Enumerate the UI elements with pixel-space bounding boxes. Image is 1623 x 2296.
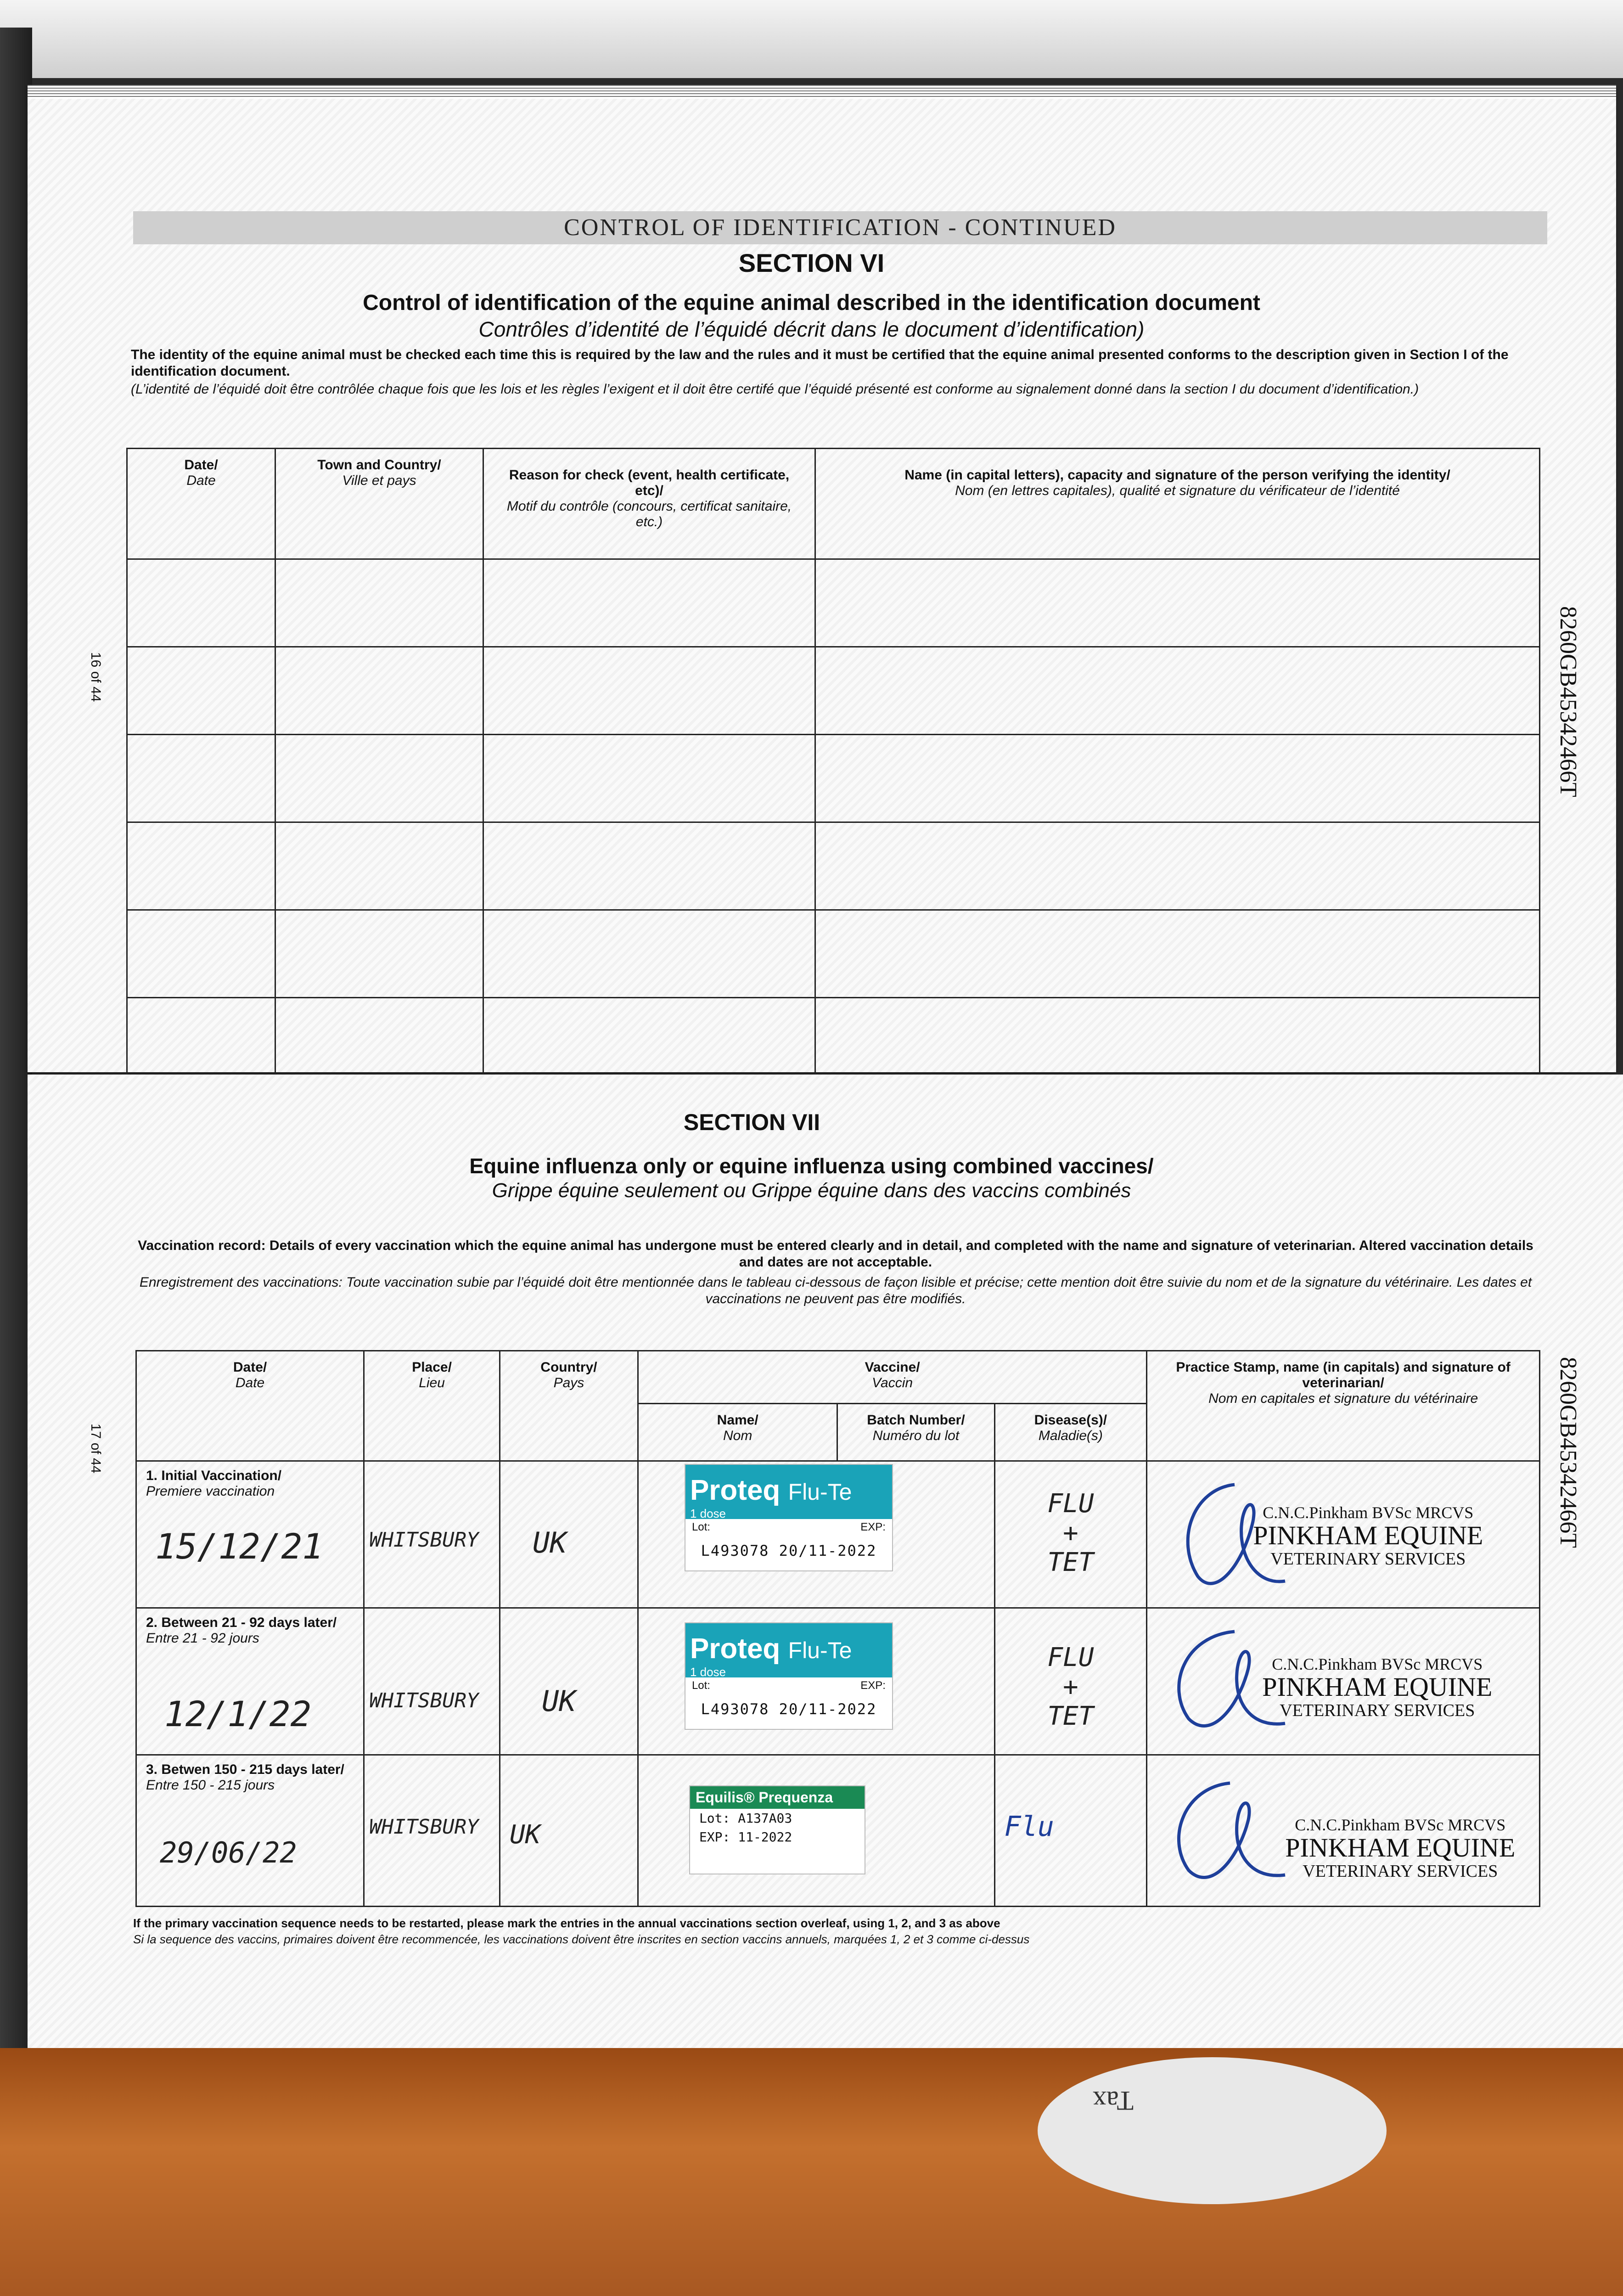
lot-value: A137A03 [738,1811,792,1826]
vaccination-country: UK [541,1684,576,1718]
stamp-cell [1147,1608,1540,1755]
vet-signature [1157,1769,1303,1898]
place-cell [364,1755,500,1907]
exp-label: EXP: [860,1679,886,1692]
disease-cell [994,1461,1147,1608]
place-cell [364,1461,500,1608]
vaccine-brand: Proteq [690,1633,781,1665]
vaccination-date: 29/06/22 [160,1836,297,1869]
table-row [127,735,1540,822]
table-row [127,647,1540,735]
disease-line: TET [1047,1701,1094,1731]
disease-line: + [1063,1518,1078,1548]
vaccine-sticker-cell [638,1461,994,1608]
stamp-cell [1147,1461,1540,1608]
col-practice-stamp: Practice Stamp, name (in capitals) and signature of veterinarian/ Nom en capitales et signature du vétérinaire [1147,1351,1540,1461]
country-cell [500,1461,638,1608]
section-vii-footer-en: If the primary vaccination sequence needs to be restarted, please mark the entries in the annual vaccinations section overleaf, using 1, 2, and 3 as above [133,1916,1000,1930]
table-row [136,1461,1540,1608]
section-vi-title-fr: Contrôles d’identité de l’équidé décrit dans le document d’identification) [478,317,1145,341]
passport-number-top: 8260GB45342466T [1555,606,1581,797]
page-number-17: 17 of 44 [88,1424,103,1474]
section-vii-intro-en: Vaccination record: Details of every vaccination which the equine animal has undergone must be entered clearly and in detail, and completed with the name and signature of veterinarian. Altered vaccination details and dates are not acceptable. [138,1238,1533,1270]
banner-control-continued: CONTROL OF IDENTIFICATION - CONTINUED [133,211,1547,244]
section-vi-title-en: Control of identification of the equine animal described in the identification document [363,291,1260,315]
tax-disc [1038,2057,1387,2204]
vaccine-sticker [689,1785,865,1874]
section-vii-title-en: Equine influenza only or equine influenza using combined vaccines/ [469,1154,1154,1178]
row-label-date-cell: 1. Initial Vaccination/ Premiere vaccination 15/12/21 [136,1461,364,1608]
table-row [127,997,1540,1085]
disease-line: Flu [1004,1811,1054,1843]
stamp-cell [1147,1755,1540,1907]
col-date: Date/ Date [127,449,275,559]
table-row [127,910,1540,998]
disease-line: FLU [1047,1489,1094,1519]
page-edge-lines [28,85,1616,99]
col-batch-number: Batch Number/ Numéro du lot [837,1404,994,1461]
identity-check-table [126,448,1540,1086]
vaccine-brand: Proteq [690,1474,781,1506]
lot-label: Lot: [691,1679,710,1692]
page-number-16: 16 of 44 [88,652,103,702]
scan-background-top [0,0,1623,78]
section-vi-intro-en: The identity of the equine animal must be checked each time this is required by the law and the rules and it must be certified that the equine animal presented conforms to the description given in Section I of the identification document. [131,347,1509,379]
vaccine-sticker [685,1464,893,1571]
col-date: Date/ Date [136,1351,364,1461]
passport-number-bottom: 8260GB45342466T [1555,1357,1581,1548]
section-vi-intro-fr: (L’identité de l’équidé doit être contrôlée chaque fois que les lois et les règles l’exigent et il doit être certifé que l’équidé présenté est conforme au signalement donné dans la section I du document d’identification.) [131,382,1419,397]
practice-stamp: C.N.C.Pinkham BVSc MRCVS PINKHAM EQUINE VETERINARY SERVICES [1285,1816,1516,1881]
lot-value: L493078 20/11-2022 [701,1700,877,1718]
section-vii-heading: SECTION VII [683,1109,820,1135]
col-verifier: Name (in capital letters), capacity and signature of the person verifying the identity/ Nom (en lettres capitales), qualité et signature du vérificateur de l’identité [815,449,1540,559]
exp-label: EXP: [860,1521,886,1533]
disease-line: TET [1047,1548,1094,1577]
table-row [127,822,1540,910]
col-diseases: Disease(s)/ Maladie(s) [994,1404,1147,1461]
exp-value: 11-2022 [738,1829,792,1845]
vaccination-date: 15/12/21 [155,1526,324,1567]
practice-stamp: C.N.C.Pinkham BVSc MRCVS PINKHAM EQUINE VETERINARY SERVICES [1253,1503,1483,1569]
disease-cell [994,1755,1147,1907]
vaccination-country: UK [509,1820,541,1850]
country-cell [500,1608,638,1755]
col-place: Place/ Lieu [364,1351,500,1461]
table-row [136,1755,1540,1907]
vaccine-sticker [685,1622,893,1730]
vaccine-dose: 1 dose [690,1665,726,1679]
row-label-date-cell: 3. Betwen 150 - 215 days later/ Entre 150 - 215 jours 29/06/22 [136,1755,364,1907]
disease-line: FLU [1047,1643,1094,1672]
disease-line: + [1063,1672,1078,1702]
vaccination-country: UK [532,1526,567,1559]
vaccination-date: 12/1/22 [164,1694,312,1734]
col-reason: Reason for check (event, health certificate, etc)/ Motif du contrôle (concours, certificat sanitaire, etc.) [483,449,815,559]
vaccination-place: WHITSBURY [369,1689,479,1712]
practice-stamp: C.N.C.Pinkham BVSc MRCVS PINKHAM EQUINE VETERINARY SERVICES [1262,1655,1493,1720]
col-country: Country/ Pays [500,1351,638,1461]
vaccine-brand: Equilis® Prequenza [690,1786,865,1809]
lot-label: Lot: [691,1521,710,1533]
country-cell [500,1755,638,1907]
col-town-country: Town and Country/ Ville et pays [275,449,483,559]
tax-disc-text: Tax [1093,2086,1134,2116]
exp-label: EXP: [699,1829,730,1845]
table-row [136,1608,1540,1755]
vaccination-place: WHITSBURY [369,1528,479,1552]
section-vii-intro-fr: Enregistrement des vaccinations: Toute vaccination subie par l’équidé doit être mentionnée dans le tableau ci-dessous de façon lisible et précise; cette mention doit être suivie du nom et de la signature du vétérinaire. Les dates et vaccinations ne peuvent pas être modifiés. [139,1275,1532,1306]
lot-label: Lot: [699,1811,730,1826]
leather-surface [0,2048,1623,2296]
lot-value: L493078 20/11-2022 [701,1542,877,1559]
col-vaccine: Vaccine/ Vaccin [638,1351,1146,1404]
vaccination-place: WHITSBURY [369,1815,479,1839]
row-label-date-cell: 2. Between 21 - 92 days later/ Entre 21 - 92 jours 12/1/22 [136,1608,364,1755]
vaccine-product: Flu-Te [788,1638,852,1663]
section-vi-heading: SECTION VI [738,248,885,277]
disease-cell [994,1608,1147,1755]
place-cell [364,1608,500,1755]
table-row [127,559,1540,647]
vaccination-table [135,1350,1540,1907]
vaccine-dose: 1 dose [690,1507,726,1520]
section-vii-footer-fr: Si la sequence des vaccins, primaires doivent être recommencée, les vaccinations doivent être inscrites en section vaccins annuels, marquées 1, 2 et 3 comme ci-dessus [133,1932,1030,1946]
vaccine-sticker-cell [638,1608,994,1755]
section-vii-title-fr: Grippe équine seulement ou Grippe équine dans des vaccins combinés [492,1179,1131,1202]
vaccine-product: Flu-Te [788,1479,852,1505]
vaccine-sticker-cell [638,1755,994,1907]
col-vaccine-name: Name/ Nom [638,1404,837,1461]
